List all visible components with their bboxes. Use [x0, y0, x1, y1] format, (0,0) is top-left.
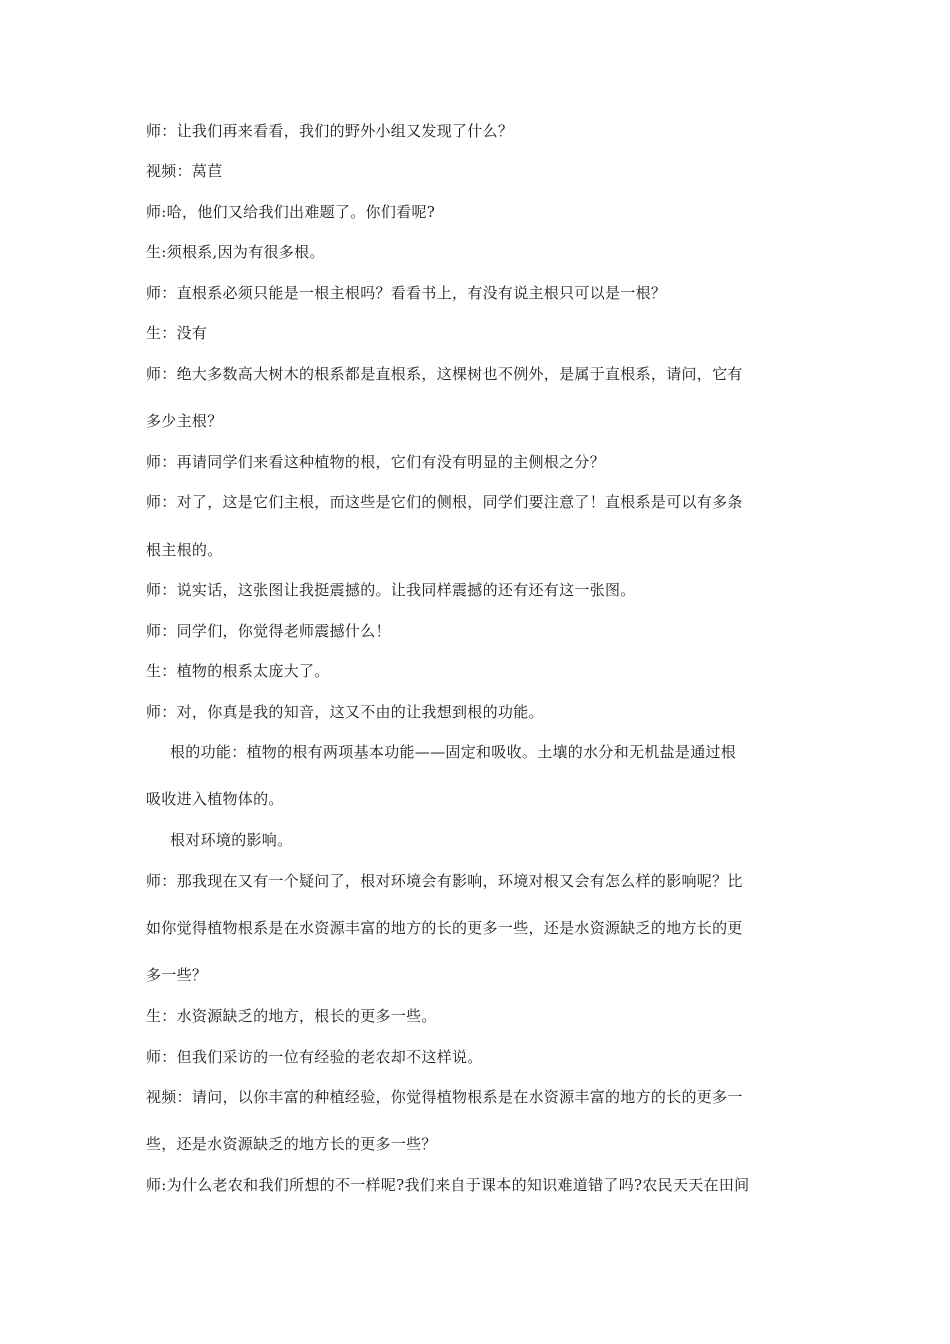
- dialogue-line: 根主根的。: [146, 541, 223, 559]
- dialogue-line: 师：绝大多数高大树木的根系都是直根系，这棵树也不例外，是属于直根系，请问，它有: [146, 365, 743, 383]
- dialogue-line: 如你觉得植物根系是在水资源丰富的地方的长的更多一些，还是水资源缺乏的地方长的更: [146, 919, 743, 937]
- dialogue-line: 师：但我们采访的一位有经验的老农却不这样说。: [146, 1048, 483, 1066]
- dialogue-line: 多少主根？: [146, 412, 223, 430]
- dialogue-line: 师：同学们，你觉得老师震撼什么！: [146, 622, 391, 640]
- paragraph-line: 根的功能：植物的根有两项基本功能——固定和吸收。土壤的水分和无机盐是通过根: [170, 743, 737, 761]
- dialogue-line: 师：对了，这是它们主根，而这些是它们的侧根，同学们要注意了！直根系是可以有多条: [146, 493, 743, 511]
- dialogue-line: 生：水资源缺乏的地方，根长的更多一些。: [146, 1007, 437, 1025]
- dialogue-line: 师：那我现在又有一个疑问了，根对环境会有影响，环境对根又会有怎么样的影响呢？比: [146, 872, 743, 890]
- paragraph-line: 吸收进入植物体的。: [146, 790, 284, 808]
- dialogue-line: 生：植物的根系太庞大了。: [146, 662, 330, 680]
- section-heading: 根对环境的影响。: [170, 831, 293, 849]
- dialogue-line: 多一些？: [146, 966, 208, 984]
- dialogue-line: 视频：请问，以你丰富的种植经验，你觉得植物根系是在水资源丰富的地方的长的更多一: [146, 1088, 743, 1106]
- dialogue-line: 师：再请同学们来看这种植物的根，它们有没有明显的主侧根之分？: [146, 453, 606, 471]
- dialogue-line: 师：让我们再来看看，我们的野外小组又发现了什么？: [146, 122, 514, 140]
- dialogue-line: 师：说实话，这张图让我挺震撼的。让我同样震撼的还有还有这一张图。: [146, 581, 636, 599]
- dialogue-line: 师：对，你真是我的知音，这又不由的让我想到根的功能。: [146, 703, 544, 721]
- dialogue-line: 生:须根系,因为有很多根。: [146, 243, 325, 261]
- dialogue-line: 视频：莴苣: [146, 162, 223, 180]
- dialogue-line: 生：没有: [146, 324, 208, 342]
- dialogue-line: 师:哈，他们又给我们出难题了。你们看呢?: [146, 203, 436, 221]
- dialogue-line: 师:为什么老农和我们所想的不一样呢?我们来自于课本的知识难道错了吗?农民天天在田间: [146, 1176, 750, 1194]
- dialogue-line: 师：直根系必须只能是一根主根吗？看看书上，有没有说主根只可以是一根？: [146, 284, 667, 302]
- dialogue-line: 些，还是水资源缺乏的地方长的更多一些？: [146, 1135, 437, 1153]
